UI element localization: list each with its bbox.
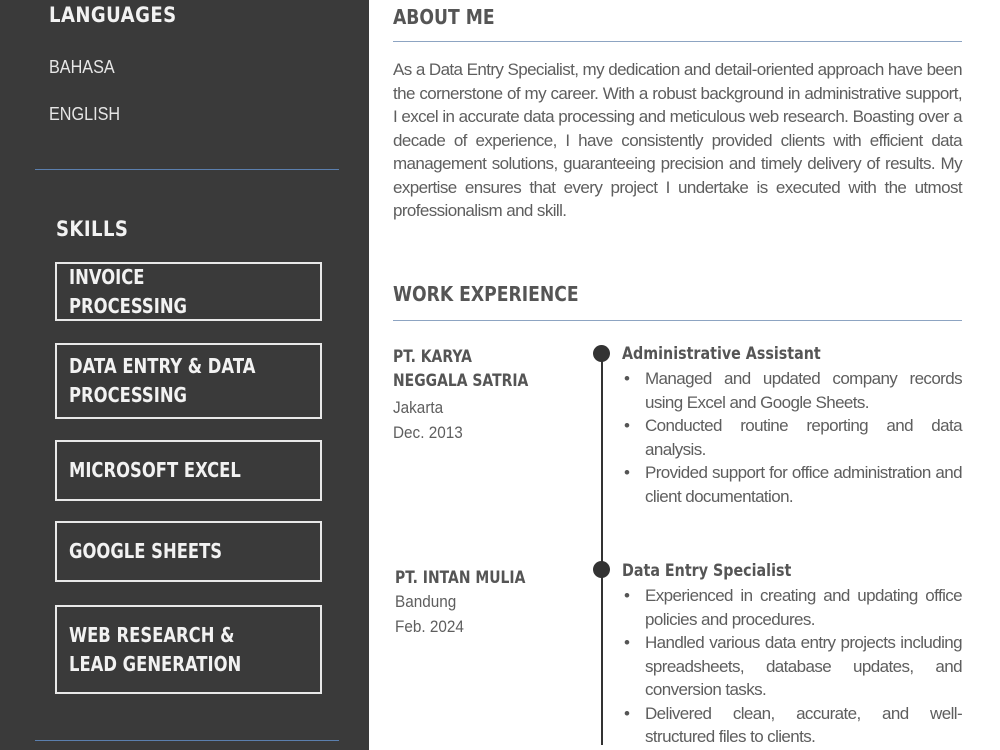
job-role: Data Entry Specialist (622, 561, 792, 581)
job-location: Bandung (395, 592, 457, 611)
job-date: Feb. 2024 (395, 617, 464, 636)
skills-heading: SKILLS (56, 217, 129, 241)
job-bullet: • Experienced in creating and updating office policies and procedures. (622, 584, 962, 631)
job-location: Jakarta (393, 398, 444, 417)
job-bullets (622, 584, 962, 749)
skill-box (55, 262, 322, 321)
skill-box (55, 440, 322, 501)
skill-label: MICROSOFT EXCEL (69, 458, 241, 482)
job-date: Dec. 2013 (393, 423, 463, 442)
timeline-line (601, 352, 603, 745)
about-heading: ABOUT ME (393, 5, 495, 29)
company-name: PT. INTAN MULIA (395, 568, 526, 588)
skill-label: INVOICE PROCESSING (69, 264, 188, 318)
about-text: As a Data Entry Specialist, my dedication and detail-oriented approach have been the cornerstone of my career. With a robust background in administrative support, I excel in accurate data processing and meticulous web research. Boasting over a decade of experience, I have consistently provided clients with efficient data management solutions, guaranteeing precision and timely delivery of results. My expertise ensures that every project I undertake is executed with the utmost professionalism and skill. (393, 60, 962, 220)
work-heading: WORK EXPERIENCE (393, 282, 579, 306)
job-bullet: • Handled various data entry projects including spreadsheets, database updates, and conversion tasks. (622, 631, 962, 702)
skill-label: WEB RESEARCH & LEAD GENERATION (69, 622, 242, 676)
job-bullet: • Conducted routine reporting and data analysis. (622, 414, 962, 461)
sidebar (0, 0, 369, 750)
company-name: PT. KARYA NEGGALA SATRIA (393, 347, 529, 391)
skill-box (55, 521, 322, 582)
language-item: ENGLISH (49, 104, 121, 124)
skill-box (55, 343, 322, 419)
job-bullet: • Provided support for office administration and client documentation. (622, 461, 962, 508)
section-divider (393, 320, 962, 321)
skill-box (55, 605, 322, 694)
timeline-dot (593, 345, 610, 362)
skill-label: GOOGLE SHEETS (69, 539, 223, 563)
skill-label: DATA ENTRY & DATA PROCESSING (69, 354, 256, 407)
section-divider (393, 41, 962, 42)
sidebar-divider (35, 740, 339, 741)
timeline-dot (593, 561, 610, 578)
job-bullet: • Managed and updated company records using Excel and Google Sheets. (622, 367, 962, 414)
job-bullet: • Delivered clean, accurate, and well-structured files to clients. (622, 702, 962, 749)
languages-heading: LANGUAGES (49, 3, 177, 27)
language-item: BAHASA (49, 57, 115, 77)
sidebar-divider (35, 169, 339, 170)
job-bullets (622, 367, 962, 508)
job-role: Administrative Assistant (622, 344, 821, 364)
